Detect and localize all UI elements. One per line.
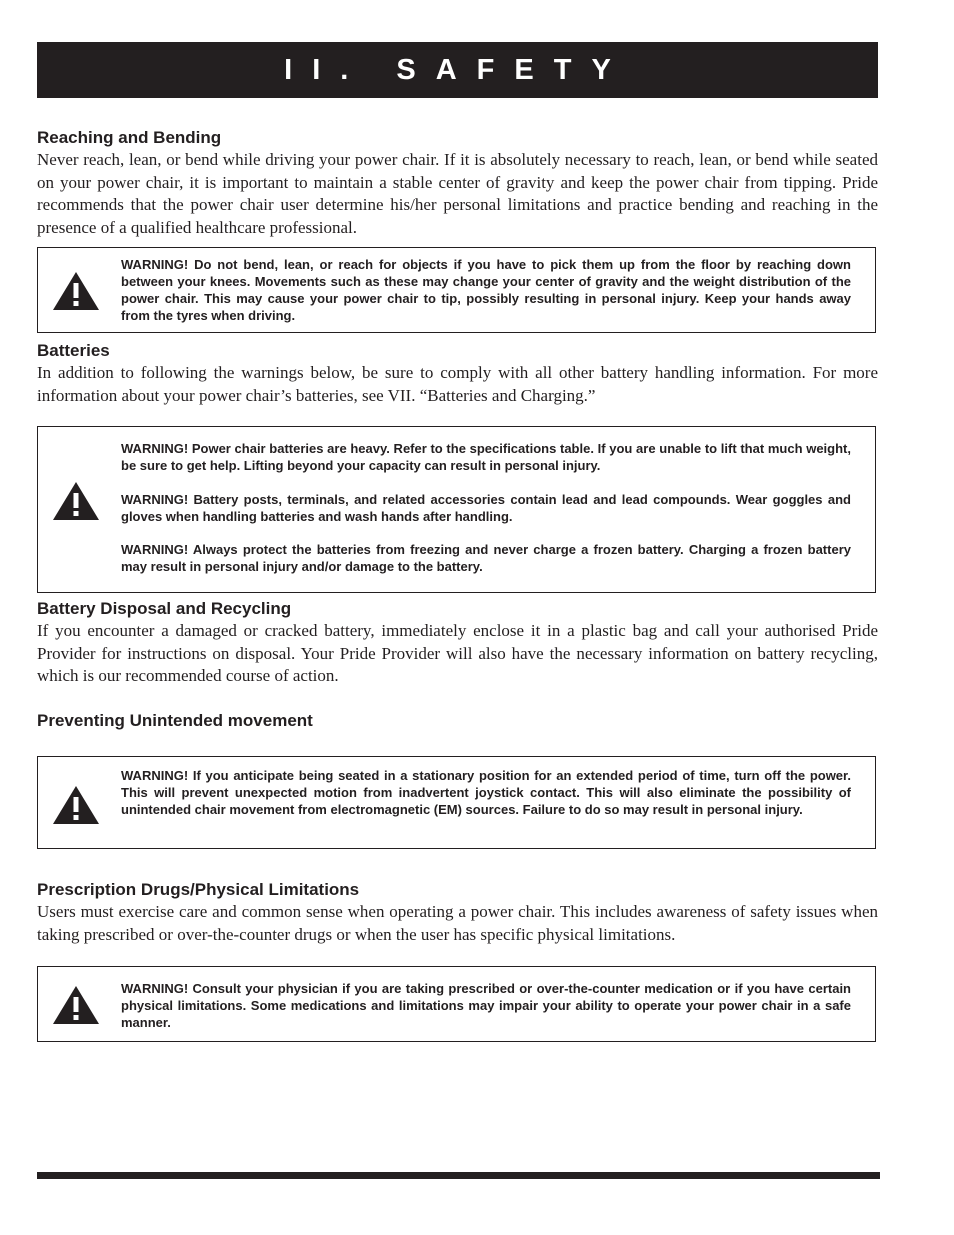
banner-title: II. SAFETY — [284, 53, 631, 86]
paragraph-battery-disposal: If you encounter a damaged or cracked battery, immediately enclose it in a plastic bag and call your authorised Pride Provider for instructions on disposal. Your Pride Provider will also have the necessary information on battery recycling, which is our recommended course of action. — [37, 621, 878, 685]
warning-box-prescription — [37, 966, 876, 1042]
warning-text-battery-weight: WARNING! Power chair batteries are heavy. Refer to the specifications table. If you are unable to lift that much weight, be sure to get help. Lifting beyond your capacity can result in personal injury. — [121, 441, 851, 473]
heading-unintended-movement: Preventing Unintended movement — [37, 711, 313, 730]
heading-batteries: Batteries — [37, 341, 110, 360]
warning-text-reaching: WARNING! Do not bend, lean, or reach for objects if you have to pick them up from the floor by reaching down between your knees. Movements such as these may change your center of gravity and the weight distribution of the power chair. This may cause your power chair to tip, possibly resulting in personal injury. Keep your hands away from the tyres when driving. — [121, 257, 851, 323]
warning-box-movement — [37, 756, 876, 849]
warning-triangle-icon — [52, 481, 100, 521]
warning-triangle-icon — [52, 785, 100, 825]
heading-prescription-drugs: Prescription Drugs/Physical Limitations — [37, 880, 360, 899]
heading-reaching-bending: Reaching and Bending — [37, 128, 222, 147]
warning-text-movement: WARNING! If you anticipate being seated in a stationary position for an extended period of time, turn off the power. This will prevent unexpected motion from inadvertent joystick contact. This will also eliminate the possibility of unintended chair movement from electromagnetic (EM) sources. Failure to do so may result in personal injury. — [121, 768, 851, 817]
warning-text-battery-lead: WARNING! Battery posts, terminals, and related accessories contain lead and lead compounds. Wear goggles and gloves when handling batteries and wash hands after handling. — [121, 492, 851, 524]
paragraph-reaching-bending: Never reach, lean, or bend while driving your power chair. If it is absolutely necessary to reach, lean, or bend while seated on your power chair, it is important to maintain a stable center of gravity and keep the power chair from tipping. Pride recommends that the power chair user determine his/her personal limitations and practice bending and reaching in the presence of a qualified healthcare professional. — [37, 150, 878, 237]
warning-text-battery-freezing: WARNING! Always protect the batteries from freezing and never charge a frozen battery. Charging a frozen battery may result in personal injury and/or damage to the battery. — [121, 542, 851, 574]
paragraph-prescription-drugs: Users must exercise care and common sense when operating a power chair. This includes awareness of safety issues when taking prescribed or over-the-counter drugs or when the user has specific physical limitations. — [37, 902, 878, 944]
warning-triangle-icon — [52, 271, 100, 311]
heading-battery-disposal: Battery Disposal and Recycling — [37, 599, 292, 618]
footer-rule — [37, 1172, 880, 1179]
warning-box-reaching — [37, 247, 876, 333]
section-banner — [37, 42, 878, 98]
paragraph-batteries: In addition to following the warnings below, be sure to comply with all other battery handling information. For more information about your power chair’s batteries, see VII. “Batteries and Charging.” — [37, 363, 878, 405]
warning-triangle-icon — [52, 985, 100, 1025]
warning-text-prescription: WARNING! Consult your physician if you are taking prescribed or over-the-counter medication or if you have certain physical limitations. Some medications and limitations may impair your ability to operate your power chair in a safe manner. — [121, 981, 851, 1030]
warning-box-batteries — [37, 426, 876, 593]
